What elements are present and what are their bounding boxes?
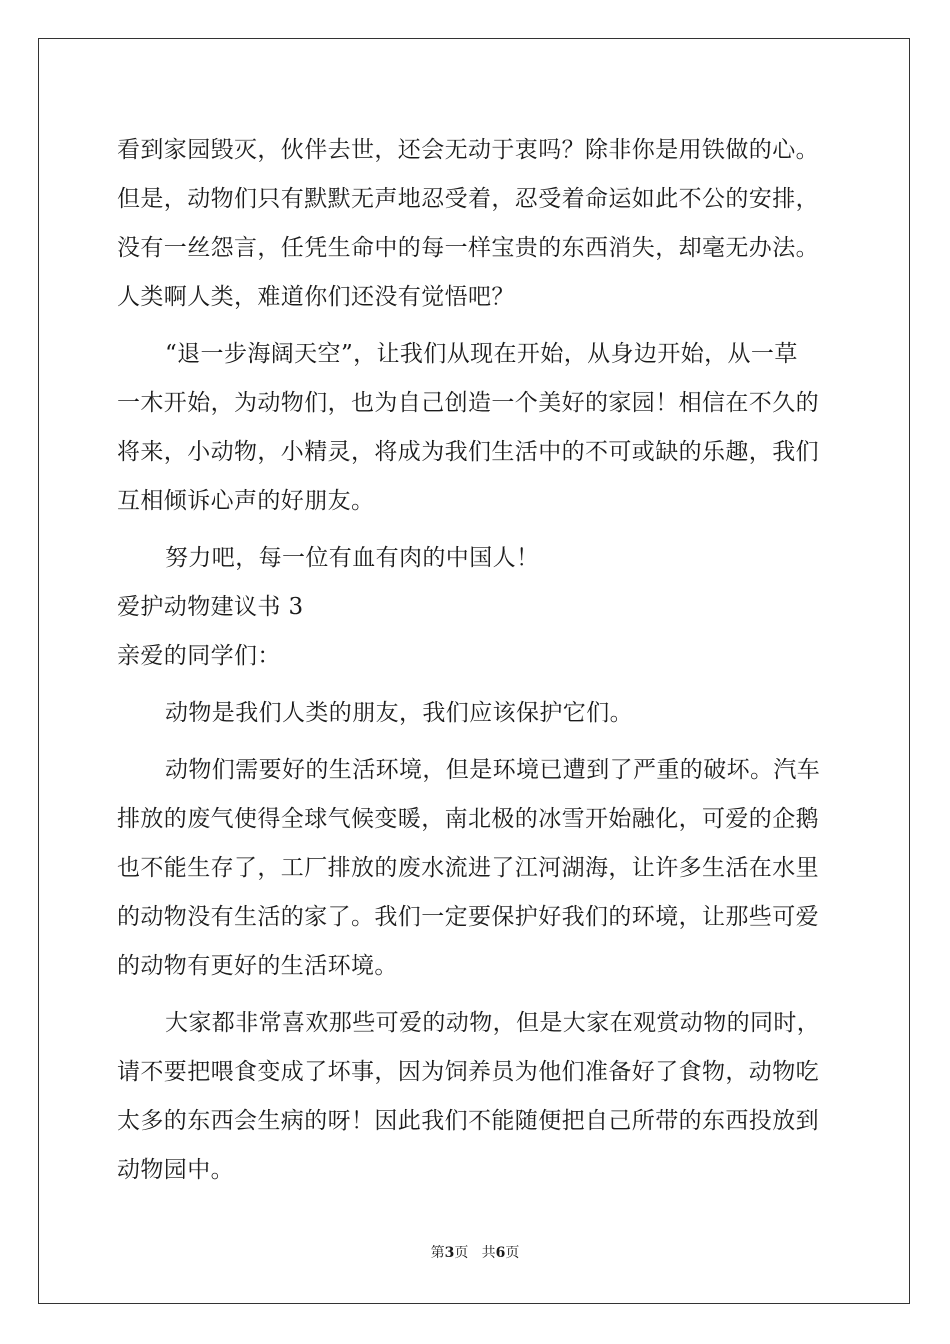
page-prefix: 第 <box>430 1245 445 1261</box>
text-line: 亲爱的同学们： <box>117 643 281 669</box>
text-line: 但是，动物们只有默默无声地忍受着，忍受着命运如此不公的安排， <box>117 186 819 212</box>
paragraph <box>117 689 837 738</box>
text-line: “退一步海阔天空”，让我们从现在开始，从身边开始，从一草 <box>165 341 798 367</box>
paragraph <box>117 330 837 526</box>
text-line: 一木开始，为动物们，也为自己创造一个美好的家园！相信在不久的 <box>117 390 819 416</box>
text-line: 的动物有更好的生活环境。 <box>117 953 398 979</box>
text-line: 请不要把喂食变成了坏事，因为饲养员为他们准备好了食物，动物吃 <box>117 1059 819 1085</box>
paragraph <box>117 534 837 583</box>
text-line: 人类啊人类，难道你们还没有觉悟吧？ <box>117 284 515 310</box>
paragraph <box>117 746 837 991</box>
text-line: 也不能生存了，工厂排放的废水流进了江河湖海，让许多生活在水里 <box>117 855 819 881</box>
text-line: 的动物没有生活的家了。我们一定要保护好我们的环境，让那些可爱 <box>117 904 819 930</box>
paragraph <box>117 999 837 1195</box>
text-line: 将来，小动物，小精灵，将成为我们生活中的不可或缺的乐趣，我们 <box>117 439 819 465</box>
text-line: 大家都非常喜欢那些可爱的动物，但是大家在观赏动物的同时， <box>165 1010 821 1036</box>
text-line: 看到家园毁灭，伙伴去世，还会无动于衷吗？除非你是用铁做的心。 <box>117 137 819 163</box>
text-line: 动物园中。 <box>117 1157 234 1183</box>
total-suffix: 页 <box>505 1245 520 1261</box>
text-line: 动物是我们人类的朋友，我们应该保护它们。 <box>165 700 633 726</box>
text-line: 没有一丝怨言，任凭生命中的每一样宝贵的东西消失，却毫无办法。 <box>117 235 819 261</box>
page-footer <box>0 1244 950 1262</box>
total-pages: 6 <box>495 1245 506 1261</box>
total-prefix: 共 <box>481 1245 496 1261</box>
text-line: 互相倾诉心声的好朋友。 <box>117 488 375 514</box>
text-line: 爱护动物建议书 3 <box>117 594 304 620</box>
document-body <box>117 126 837 1195</box>
page-number: 3 <box>444 1245 455 1261</box>
paragraph <box>117 126 837 322</box>
text-line: 动物们需要好的生活环境，但是环境已遭到了严重的破坏。汽车 <box>165 757 821 783</box>
text-line: 排放的废气使得全球气候变暖，南北极的冰雪开始融化，可爱的企鹅 <box>117 806 819 832</box>
page-suffix: 页 <box>454 1245 469 1261</box>
text-line: 努力吧，每一位有血有肉的中国人！ <box>165 545 540 571</box>
section-heading <box>117 583 837 632</box>
text-line: 太多的东西会生病的呀！因此我们不能随便把自己所带的东西投放到 <box>117 1108 819 1134</box>
salutation <box>117 632 837 681</box>
